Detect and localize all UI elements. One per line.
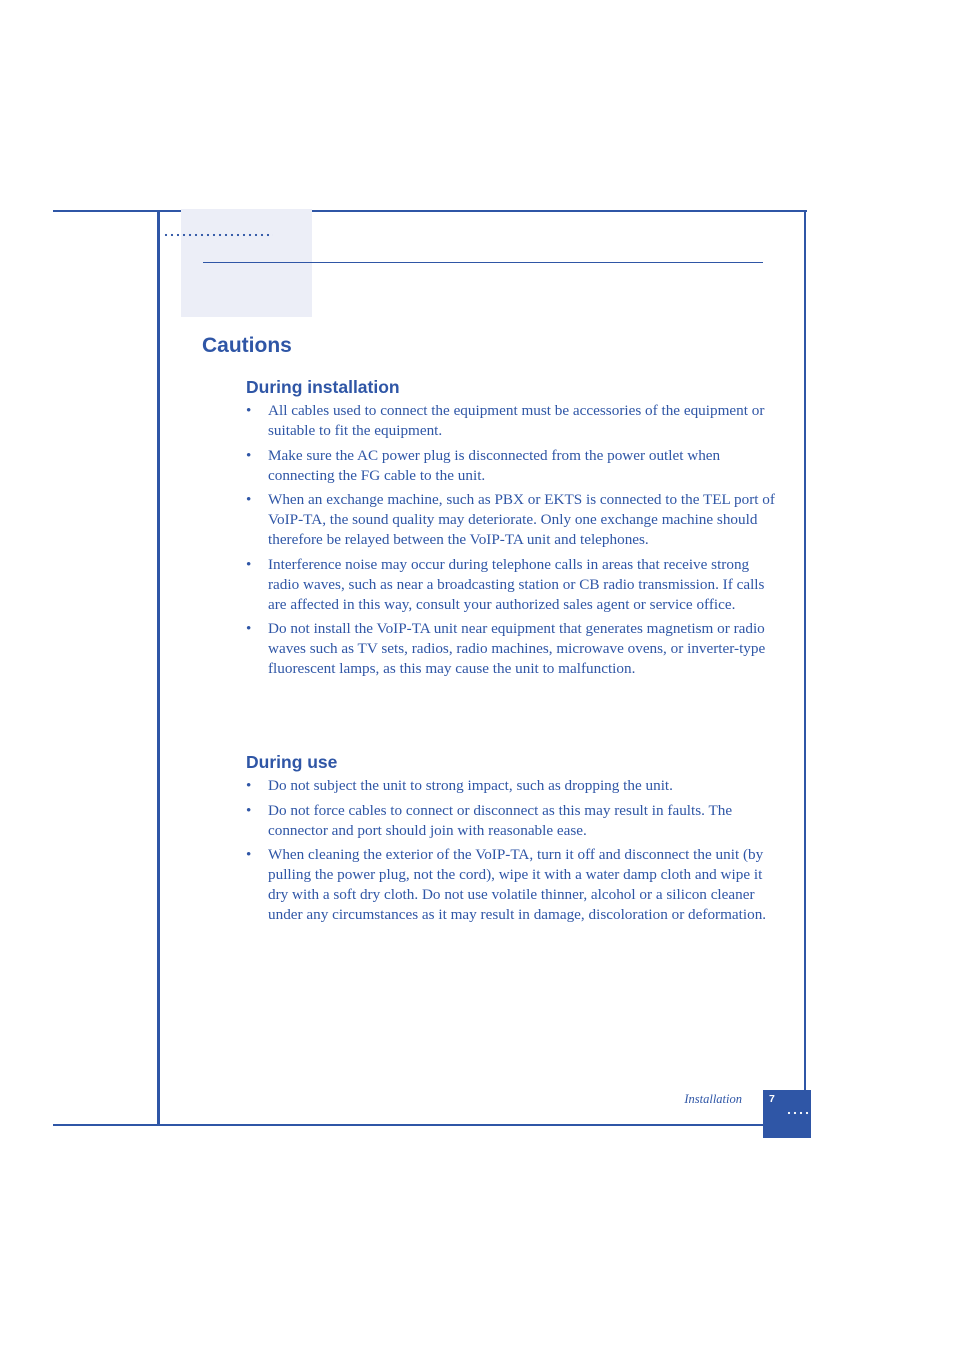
bullet-icon: • [246,555,252,573]
tab-dot-leader [786,1110,812,1116]
top-border-line [53,210,807,212]
left-margin-line [157,210,160,1126]
list-item-text: Do not force cables to connect or disconnect as this may result in faults. The connector and port should join with reasonable ease. [268,801,733,839]
bullet-icon: • [246,846,252,863]
list-item [246,446,776,486]
list-item-text: When cleaning the exterior of the VoIP-TA, turn it off and disconnect the unit (by pulling the power plug, not the cord), wipe it with a water damp cloth and wipe it dry with a soft dry cloth. Do not use volatile thinner, alcohol or a silicon cleaner under any circumstances as it may result in damage, discoloration or deformation. [268,846,767,923]
bullet-icon: • [246,446,252,464]
right-border-line [804,210,806,1090]
section-title-use: During use [246,752,338,772]
list-item-text: Interference noise may occur during telephone calls in areas that receive strong radio waves, such as near a broadcasting station or CB radio transmission. If calls are affected in this way, consult your authorized sales agent or service office. [268,555,765,613]
section-title-installation: During installation [246,377,400,397]
use-list [246,776,776,930]
list-item [246,490,776,550]
list-item-text: Do not subject the unit to strong impact, such as dropping the unit. [268,777,673,794]
list-item [246,776,776,796]
page-title: Cautions [202,334,292,357]
list-item [246,401,776,441]
footer-section-label: Installation [684,1092,742,1106]
bullet-icon: • [246,402,252,419]
bullet-icon: • [246,491,252,508]
list-item-text: Do not install the VoIP-TA unit near equipment that generates magnetism or radio waves such as TV sets, radios, radio machines, microwave ovens, or inverter-type fluorescent lamps, as this may cause the unit to malfunction. [268,620,766,677]
bullet-icon: • [246,620,252,637]
list-item [246,555,776,615]
list-item [246,619,776,679]
bullet-icon: • [246,777,252,794]
list-item [246,801,776,841]
list-item-text: Make sure the AC power plug is disconnected from the power outlet when connecting the FG cable to the unit. [268,446,721,484]
bullet-icon: • [246,801,252,819]
title-rule [203,262,763,263]
list-item-text: All cables used to connect the equipment must be accessories of the equipment or suitable to fit the equipment. [268,402,765,439]
installation-list [246,401,776,684]
header-dot-leader [163,232,273,238]
page-number: 7 [769,1093,775,1105]
list-item [246,845,776,925]
bottom-border-line [53,1124,765,1126]
header-shade-block [181,209,312,317]
list-item-text: When an exchange machine, such as PBX or EKTS is connected to the TEL port of VoIP-TA, the sound quality may deteriorate. Only one exchange machine should therefore be relayed between the VoIP-TA unit and telephones. [268,491,775,548]
